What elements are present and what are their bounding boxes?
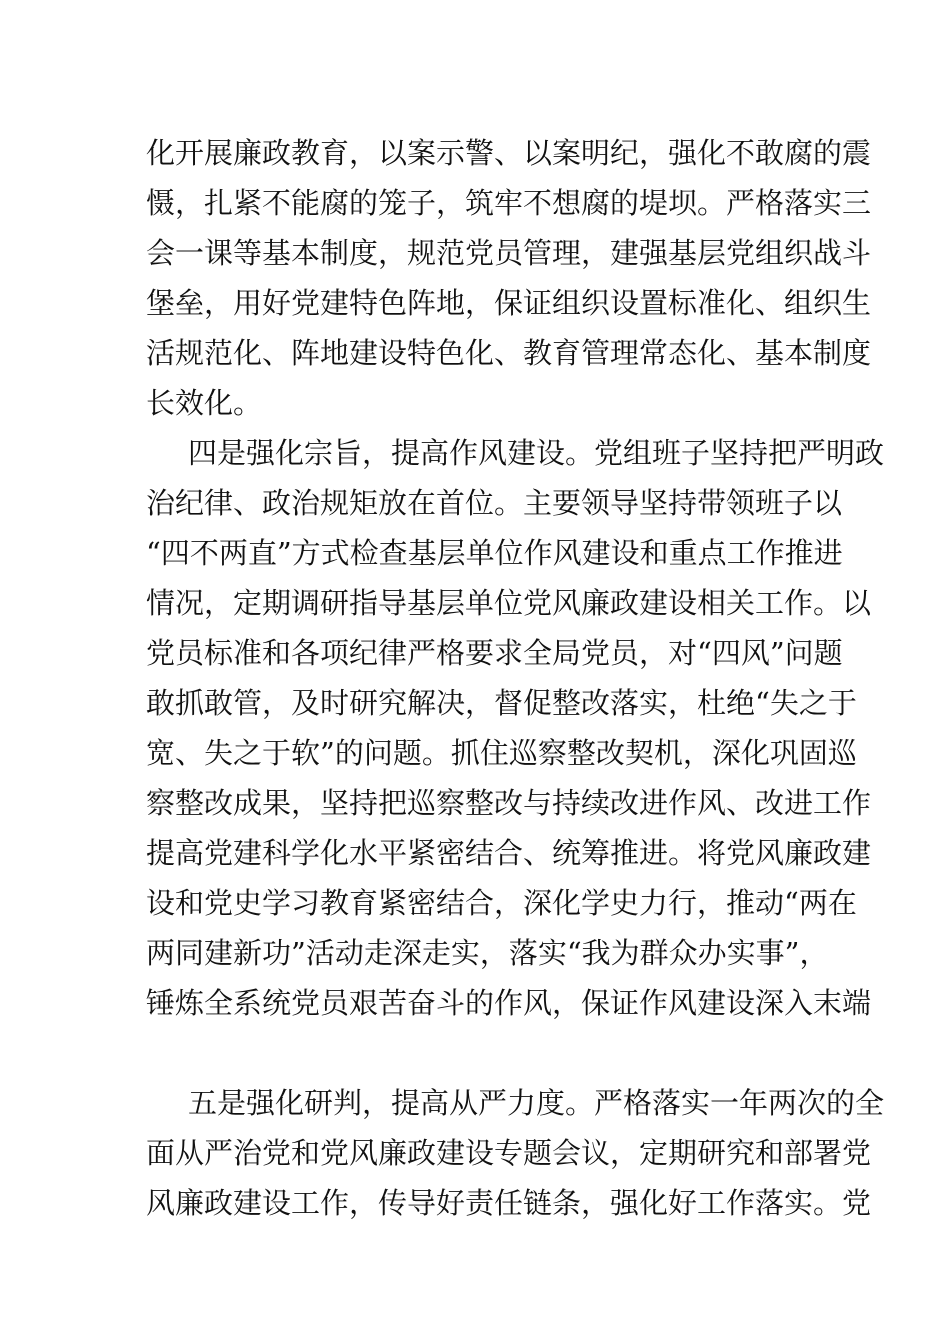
text-line: 长效化。 bbox=[146, 386, 263, 420]
text-line: 治纪律、政治规矩放在首位。主要领导坚持带领班子以 bbox=[146, 486, 843, 520]
text-line: 活规范化、阵地建设特色化、教育管理常态化、基本制度 bbox=[146, 336, 872, 370]
text-line: 察整改成果，坚持把巡察整改与持续改进作风、改进工作 bbox=[146, 786, 872, 820]
text-line: 四是强化宗旨，提高作风建设。党组班子坚持把严明政 bbox=[188, 436, 885, 470]
text-line: 堡垒，用好党建特色阵地，保证组织设置标准化、组织生 bbox=[146, 286, 872, 320]
text-line: 设和党史学习教育紧密结合，深化学史力行，推动“两在 bbox=[146, 886, 857, 920]
text-line: 党员标准和各项纪律严格要求全局党员，对“四风”问题 bbox=[146, 636, 843, 670]
text-line: 敢抓敢管，及时研究解决，督促整改落实，杜绝“失之于 bbox=[146, 686, 857, 720]
text-line: 锤炼全系统党员艰苦奋斗的作风，保证作风建设深入末端 bbox=[146, 986, 872, 1020]
text-line: “四不两直”方式检查基层单位作风建设和重点工作推进 bbox=[146, 536, 843, 570]
text-line: 风廉政建设工作，传导好责任链条，强化好工作落实。党 bbox=[146, 1186, 872, 1220]
text-line: 两同建新功”活动走深走实，落实“我为群众办实事”， bbox=[146, 936, 829, 970]
text-line: 情况，定期调研指导基层单位党风廉政建设相关工作。以 bbox=[146, 586, 872, 620]
text-line: 慑，扎紧不能腐的笼子，筑牢不想腐的堤坝。严格落实三 bbox=[146, 186, 872, 220]
text-line: 会一课等基本制度，规范党员管理，建强基层党组织战斗 bbox=[146, 236, 872, 270]
text-line: 面从严治党和党风廉政建设专题会议，定期研究和部署党 bbox=[146, 1136, 872, 1170]
text-line: 宽、失之于软”的问题。抓住巡察整改契机，深化巩固巡 bbox=[146, 736, 857, 770]
text-line: 提高党建科学化水平紧密结合、统筹推进。将党风廉政建 bbox=[146, 836, 872, 870]
text-line: 化开展廉政教育，以案示警、以案明纪，强化不敢腐的震 bbox=[146, 136, 872, 170]
text-line: 五是强化研判，提高从严力度。严格落实一年两次的全 bbox=[188, 1086, 885, 1120]
